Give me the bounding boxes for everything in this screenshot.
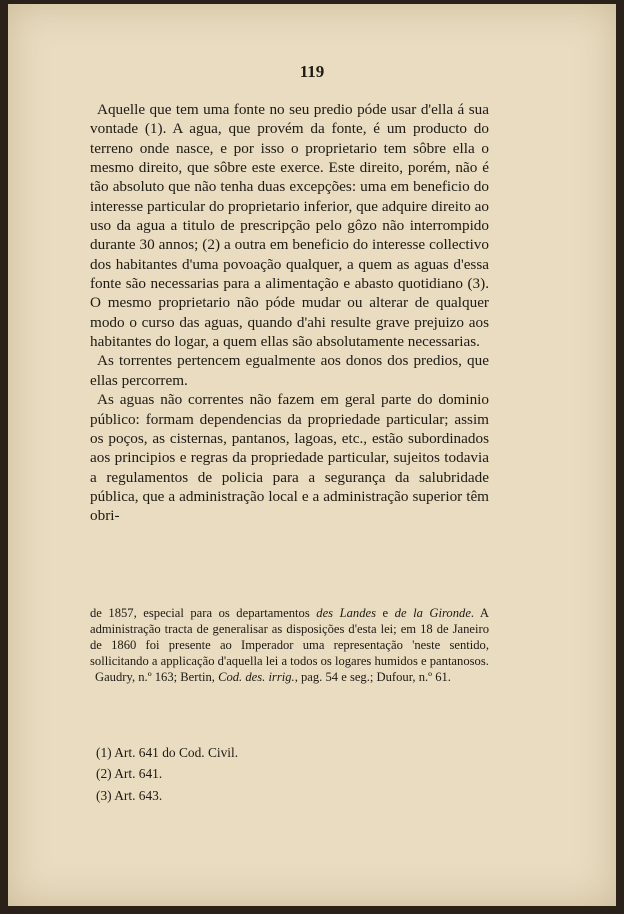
reference-item: (1) Art. 641 do Cod. Civil. bbox=[96, 745, 239, 760]
footnote-italic: de la Gironde bbox=[394, 606, 471, 620]
footnote-references bbox=[96, 742, 476, 806]
paragraph: As aguas não correntes não fazem em geral parte do dominio público: formam dependencias da propriedade particular; assim os poços, as cisternas, pantanos, lagoas, etc., estão subordinados aos principios e regras da propriedade particular, sujeitos todavia a regulamentos de policia para a segurança da salubridade pública, que a administração local e a administração superior têm obri- bbox=[90, 391, 489, 525]
footnote-italic: des Landes bbox=[316, 606, 376, 620]
citation-text: Gaudry, n.º 163; Bertin, bbox=[95, 669, 219, 684]
reference-item: (2) Art. 641. bbox=[96, 766, 163, 782]
paragraph: Aquelle que tem uma fonte no seu predio póde usar d'ella á sua vontade (1). A agua, que provém da fonte, é um producto do terreno onde nasce, e por isso o proprietario tem sôbre ella o mesmo direito, que sôbre este exerce. Este direito, porém, não é tão absoluto que não tenha duas excepções: uma em beneficio do interesse particular do proprietario inferior, que adquire direito ao uso da agua a titulo de prescripção pelo gôzo não interrompido durante 30 annos; (2) a outra em beneficio do interesse collectivo dos habitantes d'uma povoação qualquer, a quem as aguas d'essa fonte são necessarias para a alimentação e abasto quotidiano (3). O mesmo proprietario não póde mudar ou alterar de qualquer modo o curso das aguas, quando d'ahi resulte grave prejuizo aos habitantes do logar, a quem ellas são absolutamente necessarias. bbox=[90, 101, 489, 351]
citation-text: , pag. 54 e seg.; Dufour, n.º 61. bbox=[294, 669, 451, 684]
footnote-paragraph bbox=[90, 606, 489, 670]
footnote-citation bbox=[90, 670, 489, 686]
citation-italic: Cod. des. irrig. bbox=[218, 669, 295, 684]
footnote-text: e bbox=[376, 606, 395, 620]
page-number: 119 bbox=[299, 62, 325, 81]
footnote-text: . A administração tracta de generalisar as disposições d'esta lei; em 18 de Janeiro de 1860 foi presente ao Imperador uma representação 'neste sentido, sollicitando a applicação d'aquella lei a todos os logares humidos e pantanosos. bbox=[90, 606, 490, 668]
paragraph: As torrentes pertencem egualmente aos donos dos predios, que ellas percorrem. bbox=[90, 352, 489, 389]
footnote-continuation bbox=[90, 606, 489, 686]
footnote-text: de 1857, especial para os departamentos bbox=[90, 606, 317, 620]
reference-item: (3) Art. 643. bbox=[96, 787, 163, 803]
main-text bbox=[90, 100, 489, 526]
book-page bbox=[8, 4, 616, 906]
